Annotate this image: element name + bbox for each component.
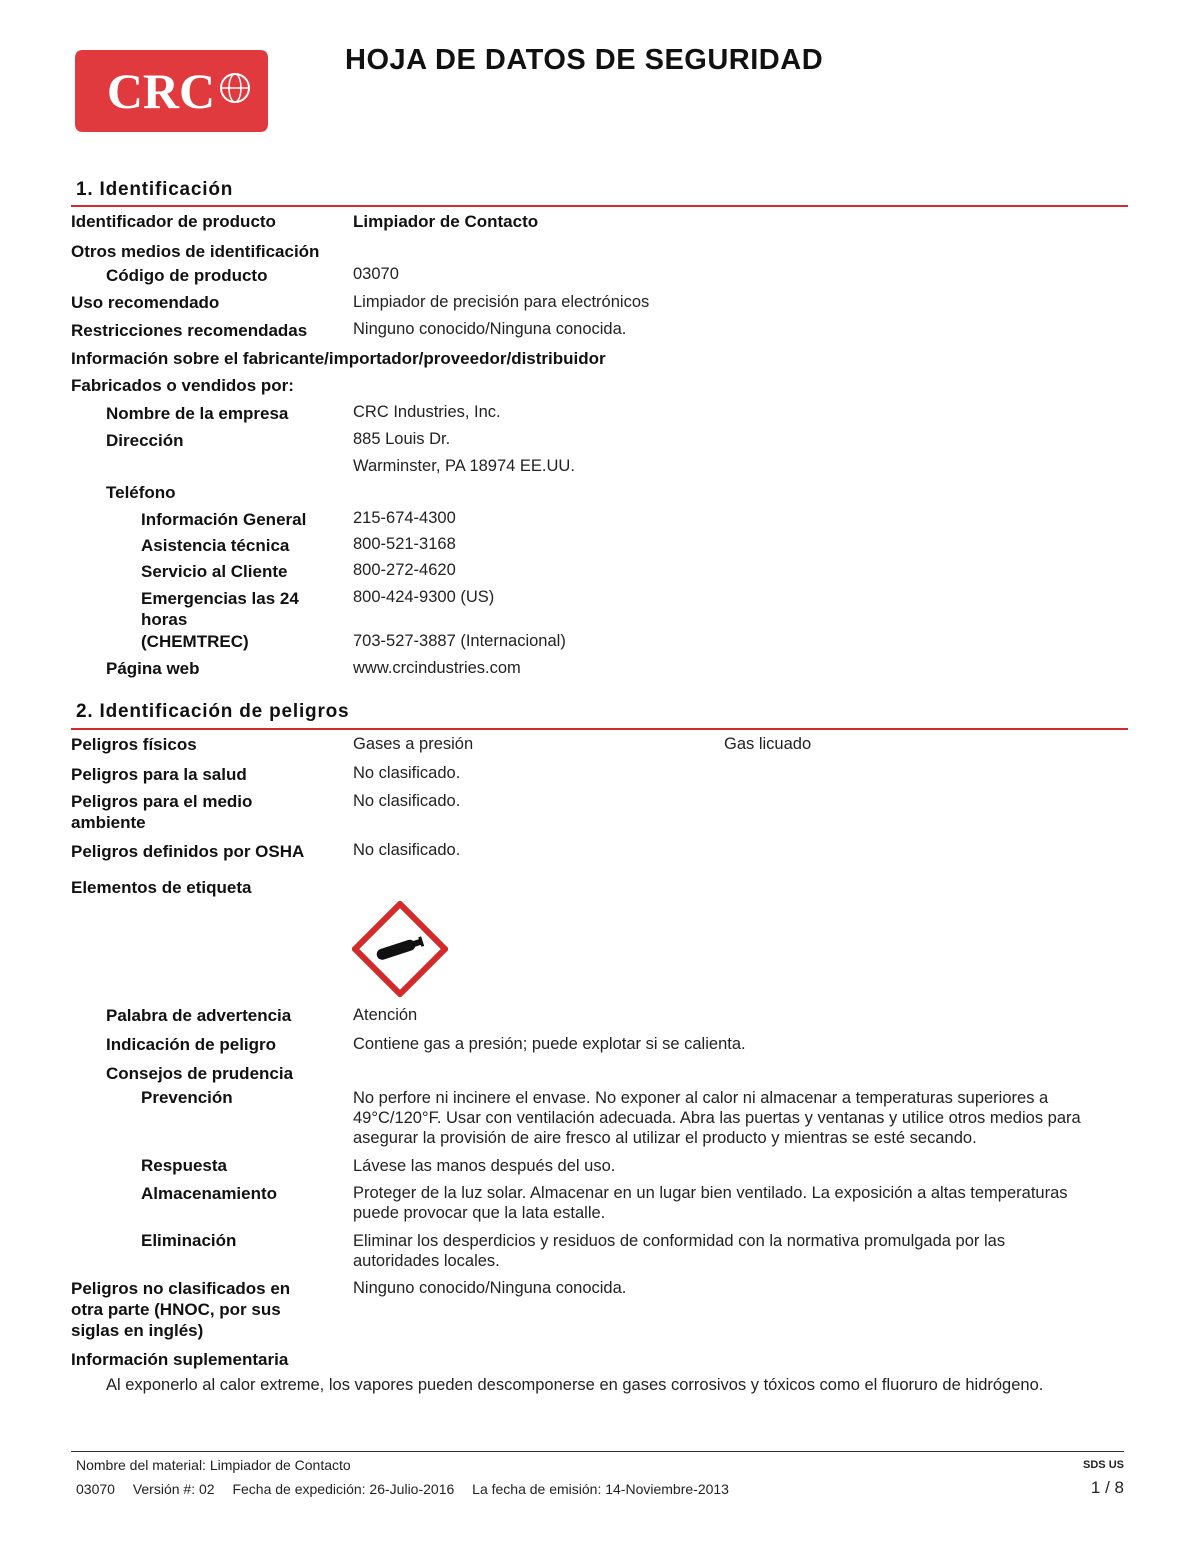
recommended-use-value: Limpiador de precisión para electrónicos	[353, 293, 650, 311]
restrictions-label: Restricciones recomendadas	[71, 321, 308, 340]
osha-hazards-label: Peligros definidos por OSHA	[71, 842, 305, 861]
address-label: Dirección	[106, 431, 184, 450]
customer-service-value: 800-272-4620	[353, 561, 456, 579]
document-title: HOJA DE DATOS DE SEGURIDAD	[345, 44, 824, 76]
product-code-value: 03070	[353, 265, 399, 283]
company-label: Nombre de la empresa	[106, 404, 289, 423]
hnoc-value: Ninguno conocido/Ninguna conocida.	[353, 1279, 627, 1297]
storage-label: Almacenamiento	[141, 1184, 278, 1203]
footer-material-name: Nombre del material: Limpiador de Contacto	[76, 1457, 351, 1473]
company-value: CRC Industries, Inc.	[353, 403, 501, 421]
section-2-title: 2. Identificación de peligros	[76, 701, 350, 722]
precautionary-label: Consejos de prudencia	[106, 1064, 294, 1083]
recommended-use-label: Uso recomendado	[71, 293, 220, 312]
hnoc-label: Peligros no clasificados en otra parte (HNOC, por sus siglas en inglés)	[71, 1279, 291, 1340]
hazard-statement-value: Contiene gas a presión; puede explotar si se calienta.	[353, 1035, 746, 1053]
manufacturer-info-label: Información sobre el fabricante/importador/proveedor/distribuidor	[71, 349, 606, 368]
general-info-value: 215-674-4300	[353, 509, 456, 527]
label-elements-label: Elementos de etiqueta	[71, 878, 252, 897]
section-2-divider	[71, 728, 1128, 730]
response-label: Respuesta	[141, 1156, 227, 1175]
address-line-2: Warminster, PA 18974 EE.UU.	[353, 457, 575, 475]
footer-emission-date: La fecha de emisión: 14-Noviembre-2013	[472, 1481, 729, 1497]
footer-code: 03070	[76, 1481, 115, 1497]
footer-sds-label: SDS US	[1083, 1459, 1124, 1471]
supplemental-label: Información suplementaria	[71, 1350, 289, 1369]
restrictions-value: Ninguno conocido/Ninguna conocida.	[353, 320, 627, 338]
prevention-value: No perfore ni incinere el envase. No exponer al calor ni almacenar a temperaturas superiores a 49°C/120°F. Usar con ventilación adecuada. Abra las puertas y ventanas y utilice otros medios para asegurar la provisión de aire fresco al utilizar el producto y mientras se esté secando.	[353, 1089, 1081, 1147]
prevention-label: Prevención	[141, 1088, 233, 1107]
storage-value: Proteger de la luz solar. Almacenar en un lugar bien ventilado. La exposición a altas temperaturas puede provocar que la lata estalle.	[353, 1184, 1068, 1222]
logo-text: CRC	[106, 63, 216, 119]
product-code-label: Código de producto	[106, 266, 268, 285]
address-line-1: 885 Louis Dr.	[353, 430, 451, 448]
emergency-label: Emergencias las 24 horas	[141, 589, 299, 629]
disposal-value: Eliminar los desperdicios y residuos de conformidad con la normativa promulgada por las autoridades locales.	[353, 1232, 1006, 1270]
phone-label: Teléfono	[106, 483, 176, 502]
tech-support-label: Asistencia técnica	[141, 536, 290, 555]
gas-cylinder-icon	[352, 901, 448, 997]
response-value: Lávese las manos después del uso.	[353, 1157, 616, 1175]
physical-hazards-class: Gases a presión	[353, 735, 474, 753]
product-identifier-label: Identificador de producto	[71, 212, 276, 231]
osha-hazards-value: No clasificado.	[353, 841, 461, 859]
health-hazards-label: Peligros para la salud	[71, 765, 247, 784]
emergency-us-value: 800-424-9300 (US)	[353, 588, 495, 606]
emergency-intl-value: 703-527-3887 (Internacional)	[353, 632, 566, 650]
footer-page-number: 1 / 8	[1090, 1478, 1124, 1497]
physical-hazards-label: Peligros físicos	[71, 735, 197, 754]
signal-word-value: Atención	[353, 1006, 418, 1024]
footer-meta	[76, 1481, 743, 1497]
signal-word-label: Palabra de advertencia	[106, 1006, 292, 1025]
physical-hazards-category: Gas licuado	[724, 735, 812, 753]
supplemental-value: Al exponerlo al calor extreme, los vapores pueden descomponerse en gases corrosivos y tóxicos como el fluoruro de hidrógeno.	[106, 1376, 1044, 1394]
website-link[interactable]: www.crcindustries.com	[353, 659, 521, 677]
environment-hazards-label: Peligros para el medio ambiente	[71, 792, 253, 832]
health-hazards-value: No clasificado.	[353, 764, 461, 782]
environment-hazards-value: No clasificado.	[353, 792, 461, 810]
disposal-label: Eliminación	[141, 1231, 237, 1250]
section-1-divider	[71, 205, 1128, 207]
customer-service-label: Servicio al Cliente	[141, 562, 288, 581]
product-identifier-value: Limpiador de Contacto	[353, 212, 539, 231]
footer-version: Versión #: 02	[132, 1481, 215, 1497]
footer-issue-date: Fecha de expedición: 26-Julio-2016	[232, 1481, 455, 1497]
section-1-title: 1. Identificación	[76, 179, 234, 200]
tech-support-value: 800-521-3168	[353, 535, 456, 553]
crc-logo	[75, 50, 268, 132]
general-info-label: Información General	[141, 510, 307, 529]
hazard-statement-label: Indicación de peligro	[106, 1035, 277, 1054]
chemtrec-label: (CHEMTREC)	[141, 632, 249, 651]
other-means-label: Otros medios de identificación	[71, 242, 320, 261]
footer-divider	[71, 1451, 1124, 1452]
website-label: Página web	[106, 659, 200, 678]
made-by-label: Fabricados o vendidos por:	[71, 376, 294, 395]
